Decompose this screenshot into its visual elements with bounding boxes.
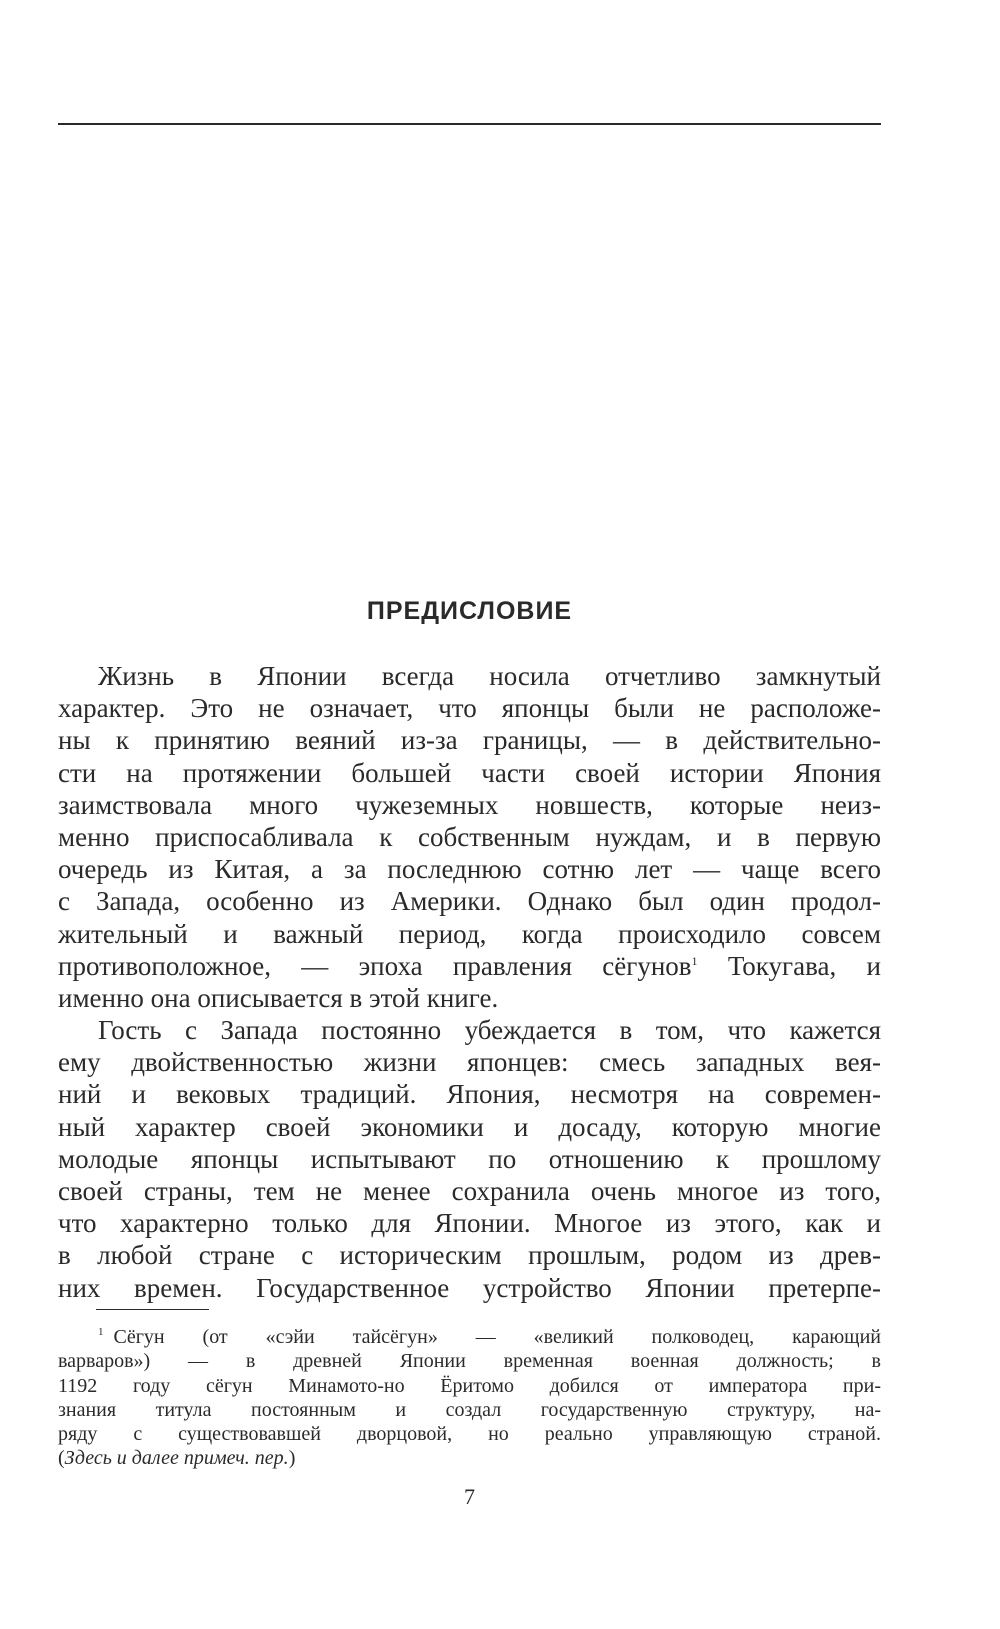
body-line: характер. Это не означает, что японцы были не расположе- bbox=[58, 693, 881, 724]
body-line: что характерно только для Японии. Многое из этого, как и bbox=[58, 1208, 881, 1239]
body-line-tail: Токугава, и bbox=[697, 950, 881, 981]
body-line: ный характер своей экономики и досаду, которую многие bbox=[58, 1111, 881, 1142]
body-line: жительный и важный период, когда происходило совсем bbox=[58, 918, 881, 949]
body-line: сти на протяжении большей части своей истории Япония bbox=[58, 757, 881, 788]
footnote bbox=[58, 1325, 881, 1471]
body-line-head: противоположное, — эпоха правления сёгунов bbox=[58, 950, 692, 981]
body-line: своей страны, тем не менее сохранила очень многое из того, bbox=[58, 1176, 881, 1206]
body-line: менно приспосабливала к собственным нуждам, и в первую bbox=[58, 821, 881, 852]
footnote-rule bbox=[96, 1309, 209, 1310]
body-line: молодые японцы испытывают по отношению к прошлому bbox=[58, 1143, 881, 1174]
footnote-reference: 1 bbox=[691, 953, 698, 968]
footnote-line bbox=[58, 1325, 881, 1349]
body-line: заимствовала много чужеземных новшеств, которые неиз- bbox=[58, 789, 881, 820]
footnote-line: знания титула постоянным и создал государственную структуру, на- bbox=[58, 1398, 881, 1421]
footnote-line: варваров») — в древней Японии временная военная должность; в bbox=[58, 1350, 881, 1373]
body-line-with-footnote bbox=[58, 950, 881, 982]
body-line: очередь из Китая, а за последнюю сотню лет — чаще всего bbox=[58, 854, 881, 885]
footnote-note-italic: Здесь и далее примеч. пер. bbox=[64, 1447, 289, 1470]
footnote-line: ряду с существовавшей дворцовой, но реально управляющую страной. bbox=[58, 1423, 881, 1446]
body-text bbox=[58, 660, 881, 1304]
body-line: с Запада, особенно из Америки. Однако был один продол- bbox=[58, 886, 881, 917]
chapter-title: ПРЕДИСЛОВИЕ bbox=[366, 597, 573, 625]
footnote-line: 1192 году сёгун Минамото-но Ёритомо добился от императора при- bbox=[58, 1374, 881, 1397]
footnote-note-open: ( bbox=[58, 1447, 65, 1470]
page-number: 7 bbox=[464, 1484, 475, 1509]
body-line: них времен. Государственное устройство Японии претерпе- bbox=[58, 1272, 881, 1303]
body-line: ний и вековых традиций. Япония, несмотря на современ- bbox=[58, 1079, 881, 1110]
body-line: ему двойственностью жизни японцев: смесь западных вея- bbox=[58, 1047, 881, 1078]
footnote-note bbox=[58, 1446, 881, 1470]
body-line: ны к принятию веяний из-за границы, — в действительно- bbox=[58, 725, 881, 756]
header-rule bbox=[58, 123, 881, 125]
footnote-mark: 1 bbox=[98, 1326, 104, 1338]
footnote-note-close: ) bbox=[288, 1447, 296, 1470]
body-line: Гость с Запада постоянно убеждается в том, что кажется bbox=[98, 1015, 881, 1046]
body-line: Жизнь в Японии всегда носила отчетливо замкнутый bbox=[98, 661, 881, 691]
body-line: именно она описывается в этой книге. bbox=[58, 982, 499, 1013]
body-line: в любой стране с историческим прошлым, родом из древ- bbox=[58, 1240, 881, 1271]
footnote-line-text: Сёгун (от «сэйи тайсёгун» — «великий полководец, карающий bbox=[113, 1326, 881, 1348]
